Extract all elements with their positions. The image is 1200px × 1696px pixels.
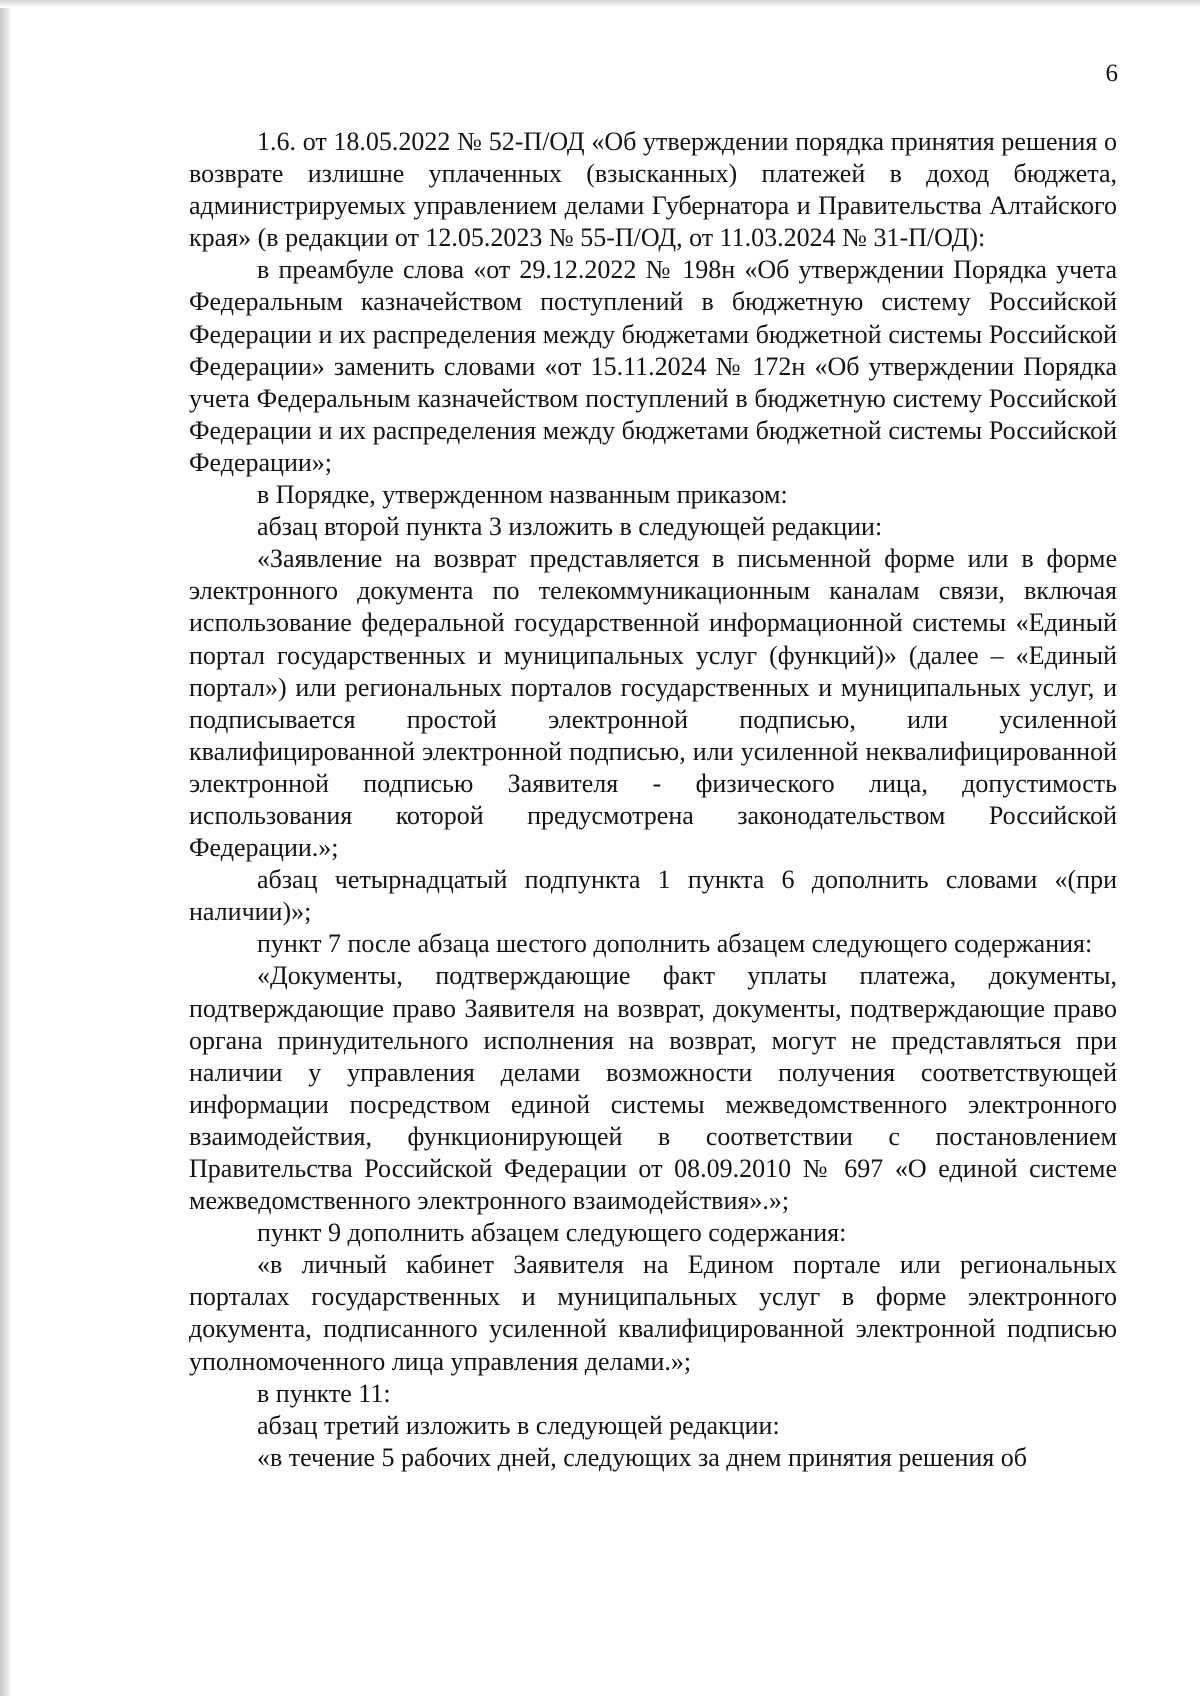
paragraph-procedure-intro: в Порядке, утвержденном названным приказом: [257, 480, 788, 510]
paragraph-clause-11-heading: в пункте 11: [257, 1378, 391, 1408]
paragraph-clause-11-text: «в течение 5 рабочих дней, следующих за днем принятия решения об [257, 1442, 1027, 1472]
paragraph-preamble-amendment: в преамбуле слова «от 29.12.2022 № 198н «Об утверждении Порядка учета Федеральным казначейством поступлений в бюджетную систему Российской Федерации и их распределения между бюджетами бюджетной системы Российской Федерации» заменить словами «от 15.11.2024 № 172н «Об утверждении Порядка учета Федеральным казначейством поступлений в бюджетную систему Российской Федерации и их распределения между бюджетами бюджетной системы Российской Федерации»; [189, 255, 1117, 477]
scan-shadow-top [0, 0, 1200, 8]
paragraph-clause-6-amendment: абзац четырнадцатый подпункта 1 пункта 6 дополнить словами «(при наличии)»; [189, 865, 1117, 927]
paragraph-clause-9-heading: пункт 9 дополнить абзацем следующего содержания: [257, 1218, 847, 1248]
paragraph-clause-11-subheading: абзац третий изложить в следующей редакции: [257, 1410, 780, 1440]
scan-shadow-left [0, 0, 10, 1696]
page-number: 6 [1105, 60, 1118, 87]
paragraph-item-1-6: 1.6. от 18.05.2022 № 52-П/ОД «Об утверждении порядка принятия решения о возврате излишне уплаченных (взысканных) платежей в доход бюджета, администрируемых управлением делами Губернатора и Правительства Алтайского края» (в редакции от 12.05.2023 № 55-П/ОД, от 11.03.2024 № 31-П/ОД): [189, 127, 1117, 253]
paragraph-clause-3-text: «Заявление на возврат представляется в письменной форме или в форме электронного документа по телекоммуникационным каналам связи, включая использование федеральной государственной информационной системы «Единый портал государственных и муниципальных услуг (функций)» (далее – «Единый портал») или региональных порталов государственных и муниципальных услуг, и подписывается простой электронной подписью, или усиленной квалифицированной электронной подписью, или усиленной неквалифицированной электронной подписью Заявителя - физического лица, допустимость использования которой предусмотрена законодательством Российской Федерации.»; [189, 544, 1117, 863]
document-body [189, 126, 1117, 1474]
paragraph-clause-9-text: «в личный кабинет Заявителя на Едином портале или региональных порталах государственных и муниципальных услуг в форме электронного документа, подписанного усиленной квалифицированной электронной подписью уполномоченного лица управления делами.»; [189, 1250, 1117, 1376]
paragraph-clause-7-heading: пункт 7 после абзаца шестого дополнить абзацем следующего содержания: [257, 929, 1093, 959]
paragraph-clause-7-text: «Документы, подтверждающие факт уплаты платежа, документы, подтверждающие право Заявителя на возврат, документы, подтверждающие право органа принудительного исполнения на возврат, могут не представляться при наличии у управления делами возможности получения соответствующей информации посредством единой системы межведомственного электронного взаимодействия, функционирующей в соответствии с постановлением Правительства Российской Федерации от 08.09.2010 № 697 «О единой системе межведомственного электронного взаимодействия».»; [189, 961, 1117, 1216]
paragraph-clause-3-heading: абзац второй пункта 3 изложить в следующей редакции: [257, 512, 883, 542]
